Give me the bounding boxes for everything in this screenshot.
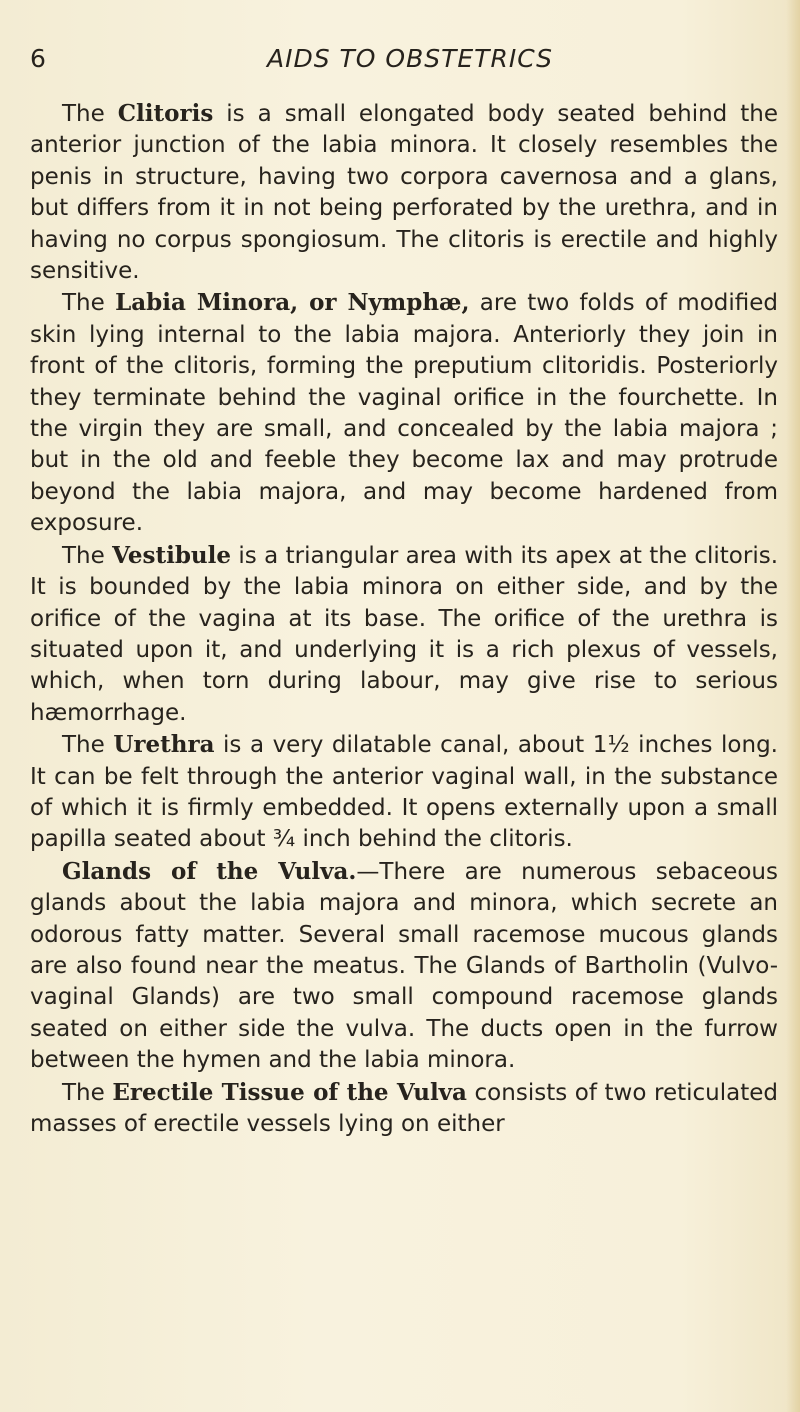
paragraph-lead: The bbox=[62, 542, 113, 569]
paragraph-text: —There are numerous sebaceous glands about the labia majora and minora, which secrete an odorous fatty matter. Several small racemose mucous glands are also found near the meatus. The Glands of Bartholin (Vulvo-vaginal Glands) are two small compound racemose glands seated on either side the vulva. The ducts open in the furrow between the hymen and the labia minora. bbox=[30, 858, 778, 1074]
paragraph-labia-minora bbox=[30, 287, 778, 539]
term-heading: Clitoris bbox=[117, 100, 214, 127]
term-heading: Urethra bbox=[113, 731, 215, 759]
paragraph-text: is a triangular area with its apex at the clitoris. It is bounded by the labia minora on either side, and by the orifice of the vagina at its base. The orifice of the urethra is situated upon it, and underlying it is a rich plexus of vessels, which, when torn during labour, may give rise to serious hæmorrhage. bbox=[30, 542, 778, 726]
paragraph-text: is a very dilatable canal, about 1½ inches long. It can be felt through the anterior vaginal wall, in the substance of which it is firmly embedded. It opens externally upon a small papilla seated about ¾ inch behind the clitoris. bbox=[30, 732, 778, 853]
running-title: AIDS TO OBSTETRICS bbox=[266, 44, 553, 73]
paragraph-lead: The bbox=[62, 101, 118, 127]
paragraph-text: are two folds of modified skin lying internal to the labia majora. Anteriorly they join in front of the clitoris, forming the preputium clitoridis. Posteriorly they terminate behind the vaginal orifice in the fourchette. In the virgin they are small, and concealed by the labia majora ; but in the old and feeble they become lax and may protrude beyond the labia majora, and may become hardened from exposure. bbox=[30, 290, 779, 537]
paragraph-lead: The bbox=[62, 732, 114, 759]
body-text bbox=[30, 98, 778, 1140]
page-number: 6 bbox=[30, 44, 46, 73]
term-heading: Erectile Tissue of the Vulva bbox=[112, 1078, 467, 1106]
term-heading: Glands of the Vulva. bbox=[62, 857, 357, 885]
paragraph-urethra bbox=[30, 729, 778, 856]
term-heading: Labia Minora, or Nymphæ, bbox=[115, 289, 470, 317]
paragraph-erectile-tissue bbox=[30, 1077, 778, 1141]
paragraph-lead: The bbox=[62, 290, 116, 317]
paragraph-vestibule bbox=[30, 540, 778, 729]
paragraph-text: is a small elongated body seated behind the anterior junction of the labia minora. It closely resembles the penis in structure, having two corpora cavernosa and a glans, but differs from it in not being perforated by the urethra, and in having no corpus spongiosum. The clitoris is erectile and highly sensitive. bbox=[30, 101, 778, 285]
paragraph-text: consists of two reticulated masses of erectile vessels lying on either bbox=[30, 1079, 779, 1137]
paragraph-glands-of-vulva bbox=[30, 856, 778, 1077]
paragraph-clitoris bbox=[30, 98, 778, 287]
paragraph-lead: The bbox=[62, 1079, 113, 1106]
page-edge-shadow bbox=[786, 0, 800, 1412]
page-header bbox=[30, 44, 770, 84]
term-heading: Vestibule bbox=[112, 541, 232, 569]
